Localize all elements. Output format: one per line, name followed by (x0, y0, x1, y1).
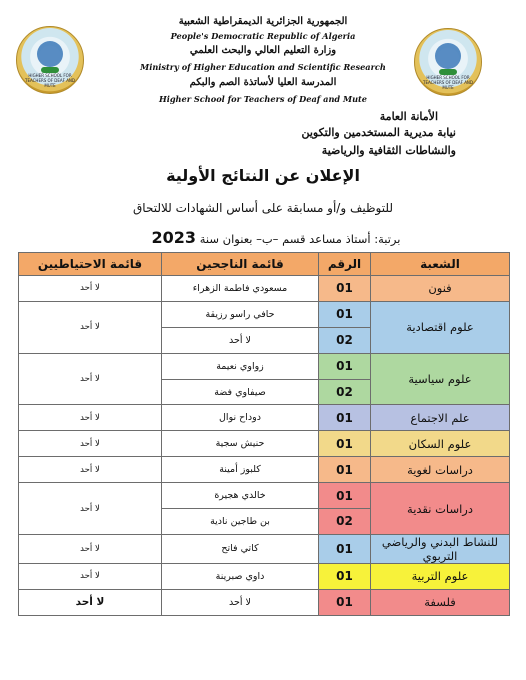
header-ministry-en: Ministry of Higher Education and Scientific Research (140, 62, 386, 72)
number-cell: 02 (319, 509, 371, 535)
branch-cell: علم الاجتماع (371, 405, 510, 431)
branch-cell: علوم السكان (371, 431, 510, 457)
number-cell: 01 (319, 353, 371, 379)
table-row (19, 534, 510, 563)
reserve-cell: لا أحد (19, 431, 162, 457)
branch-cell: فنون (371, 276, 510, 302)
number-cell: 02 (319, 379, 371, 405)
table-row (19, 353, 510, 379)
header-republic-en: People's Democratic Republic of Algeria (170, 31, 356, 41)
branch-cell: علوم اقتصادية (371, 301, 510, 353)
winner-cell: خالدي هجيرة (162, 483, 319, 509)
table-header-row (19, 253, 510, 276)
table-row (19, 405, 510, 431)
school-logo-right: HIGHER SCHOOL FOR TEACHERS OF DEAF AND MUTE (414, 28, 482, 96)
reserve-cell: لا أحد (19, 457, 162, 483)
number-cell: 01 (319, 301, 371, 327)
table-row (19, 431, 510, 457)
branch-cell: علوم التربية (371, 563, 510, 589)
winner-cell: زواوي نعيمة (162, 353, 319, 379)
branch-cell: علوم سياسية (371, 353, 510, 405)
header-reserves: قائمة الاحتياطيين (19, 253, 162, 276)
winner-cell: لا أحد (162, 589, 319, 615)
reserve-cell: لا أحد (19, 563, 162, 589)
winner-cell: داوي صبرينة (162, 563, 319, 589)
reserve-cell: لا أحد (19, 301, 162, 353)
reserve-cell: لا أحد (19, 276, 162, 302)
reserve-cell: لا أحد (19, 534, 162, 563)
results-table (18, 252, 510, 616)
header-school-ar: المدرسة العليا لأساتذة الصم والبكم (189, 77, 337, 88)
number-cell: 01 (319, 589, 371, 615)
reserve-cell: لا أحد (19, 405, 162, 431)
table-row (19, 457, 510, 483)
header-winners: قائمة الناجحين (162, 253, 319, 276)
branch-cell: للنشاط البدني والرياضي التربوي (371, 534, 510, 563)
header-republic-ar: الجمهورية الجزائرية الديمقراطية الشعبية (178, 16, 348, 27)
school-logo-left: HIGHER SCHOOL FOR TEACHERS OF DEAF AND MUTE (16, 26, 84, 94)
announcement-title: الإعلان عن النتائج الأولية (166, 166, 360, 185)
reserve-cell: لا أحد (19, 483, 162, 535)
rank-label: برتبة: أستاذ مساعد قسم –ب– بعنوان سنة (199, 232, 401, 246)
secretariat-general: الأمانة العامة (379, 110, 438, 123)
header-number: الرقم (319, 253, 371, 276)
secretariat-directorate: نيابة مديرية المستخدمين والتكوين (301, 126, 456, 139)
branch-cell: فلسفة (371, 589, 510, 615)
header-school-en: Higher School for Teachers of Deaf and Mute (158, 94, 368, 104)
announcement-rank (96, 228, 456, 247)
number-cell: 01 (319, 431, 371, 457)
winner-cell: كاتي فاتح (162, 534, 319, 563)
winner-cell: حنيش سجية (162, 431, 319, 457)
branch-cell: دراسات لغوية (371, 457, 510, 483)
header-ministry-ar: وزارة التعليم العالي والبحث العلمي (189, 45, 337, 56)
winner-cell: لا أحد (162, 327, 319, 353)
number-cell: 01 (319, 405, 371, 431)
winner-cell: بن طاجين نادية (162, 509, 319, 535)
results-body (19, 276, 510, 616)
number-cell: 01 (319, 457, 371, 483)
rank-year: 2023 (151, 228, 197, 247)
secretariat-activities: والنشاطات الثقافية والرياضية (321, 144, 456, 157)
number-cell: 01 (319, 534, 371, 563)
reserve-cell: لا أحد (19, 353, 162, 405)
winner-cell: كلبوز أمينة (162, 457, 319, 483)
winner-cell: حافي راسو رزيقة (162, 301, 319, 327)
winner-cell: مسعودي فاطمة الزهراء (162, 276, 319, 302)
announcement-subtitle: للتوظيف و/أو مسابقة على أساس الشهادات للالتحاق (132, 201, 394, 215)
number-cell: 02 (319, 327, 371, 353)
number-cell: 01 (319, 483, 371, 509)
branch-cell: دراسات نقدية (371, 483, 510, 535)
table-row (19, 483, 510, 509)
winner-cell: صيفاوي فضة (162, 379, 319, 405)
reserve-cell: لا أحد (19, 589, 162, 615)
number-cell: 01 (319, 276, 371, 302)
table-row (19, 276, 510, 302)
winner-cell: دوداح نوال (162, 405, 319, 431)
table-row (19, 301, 510, 327)
table-row (19, 563, 510, 589)
number-cell: 01 (319, 563, 371, 589)
table-row (19, 589, 510, 615)
header-branch: الشعبة (371, 253, 510, 276)
